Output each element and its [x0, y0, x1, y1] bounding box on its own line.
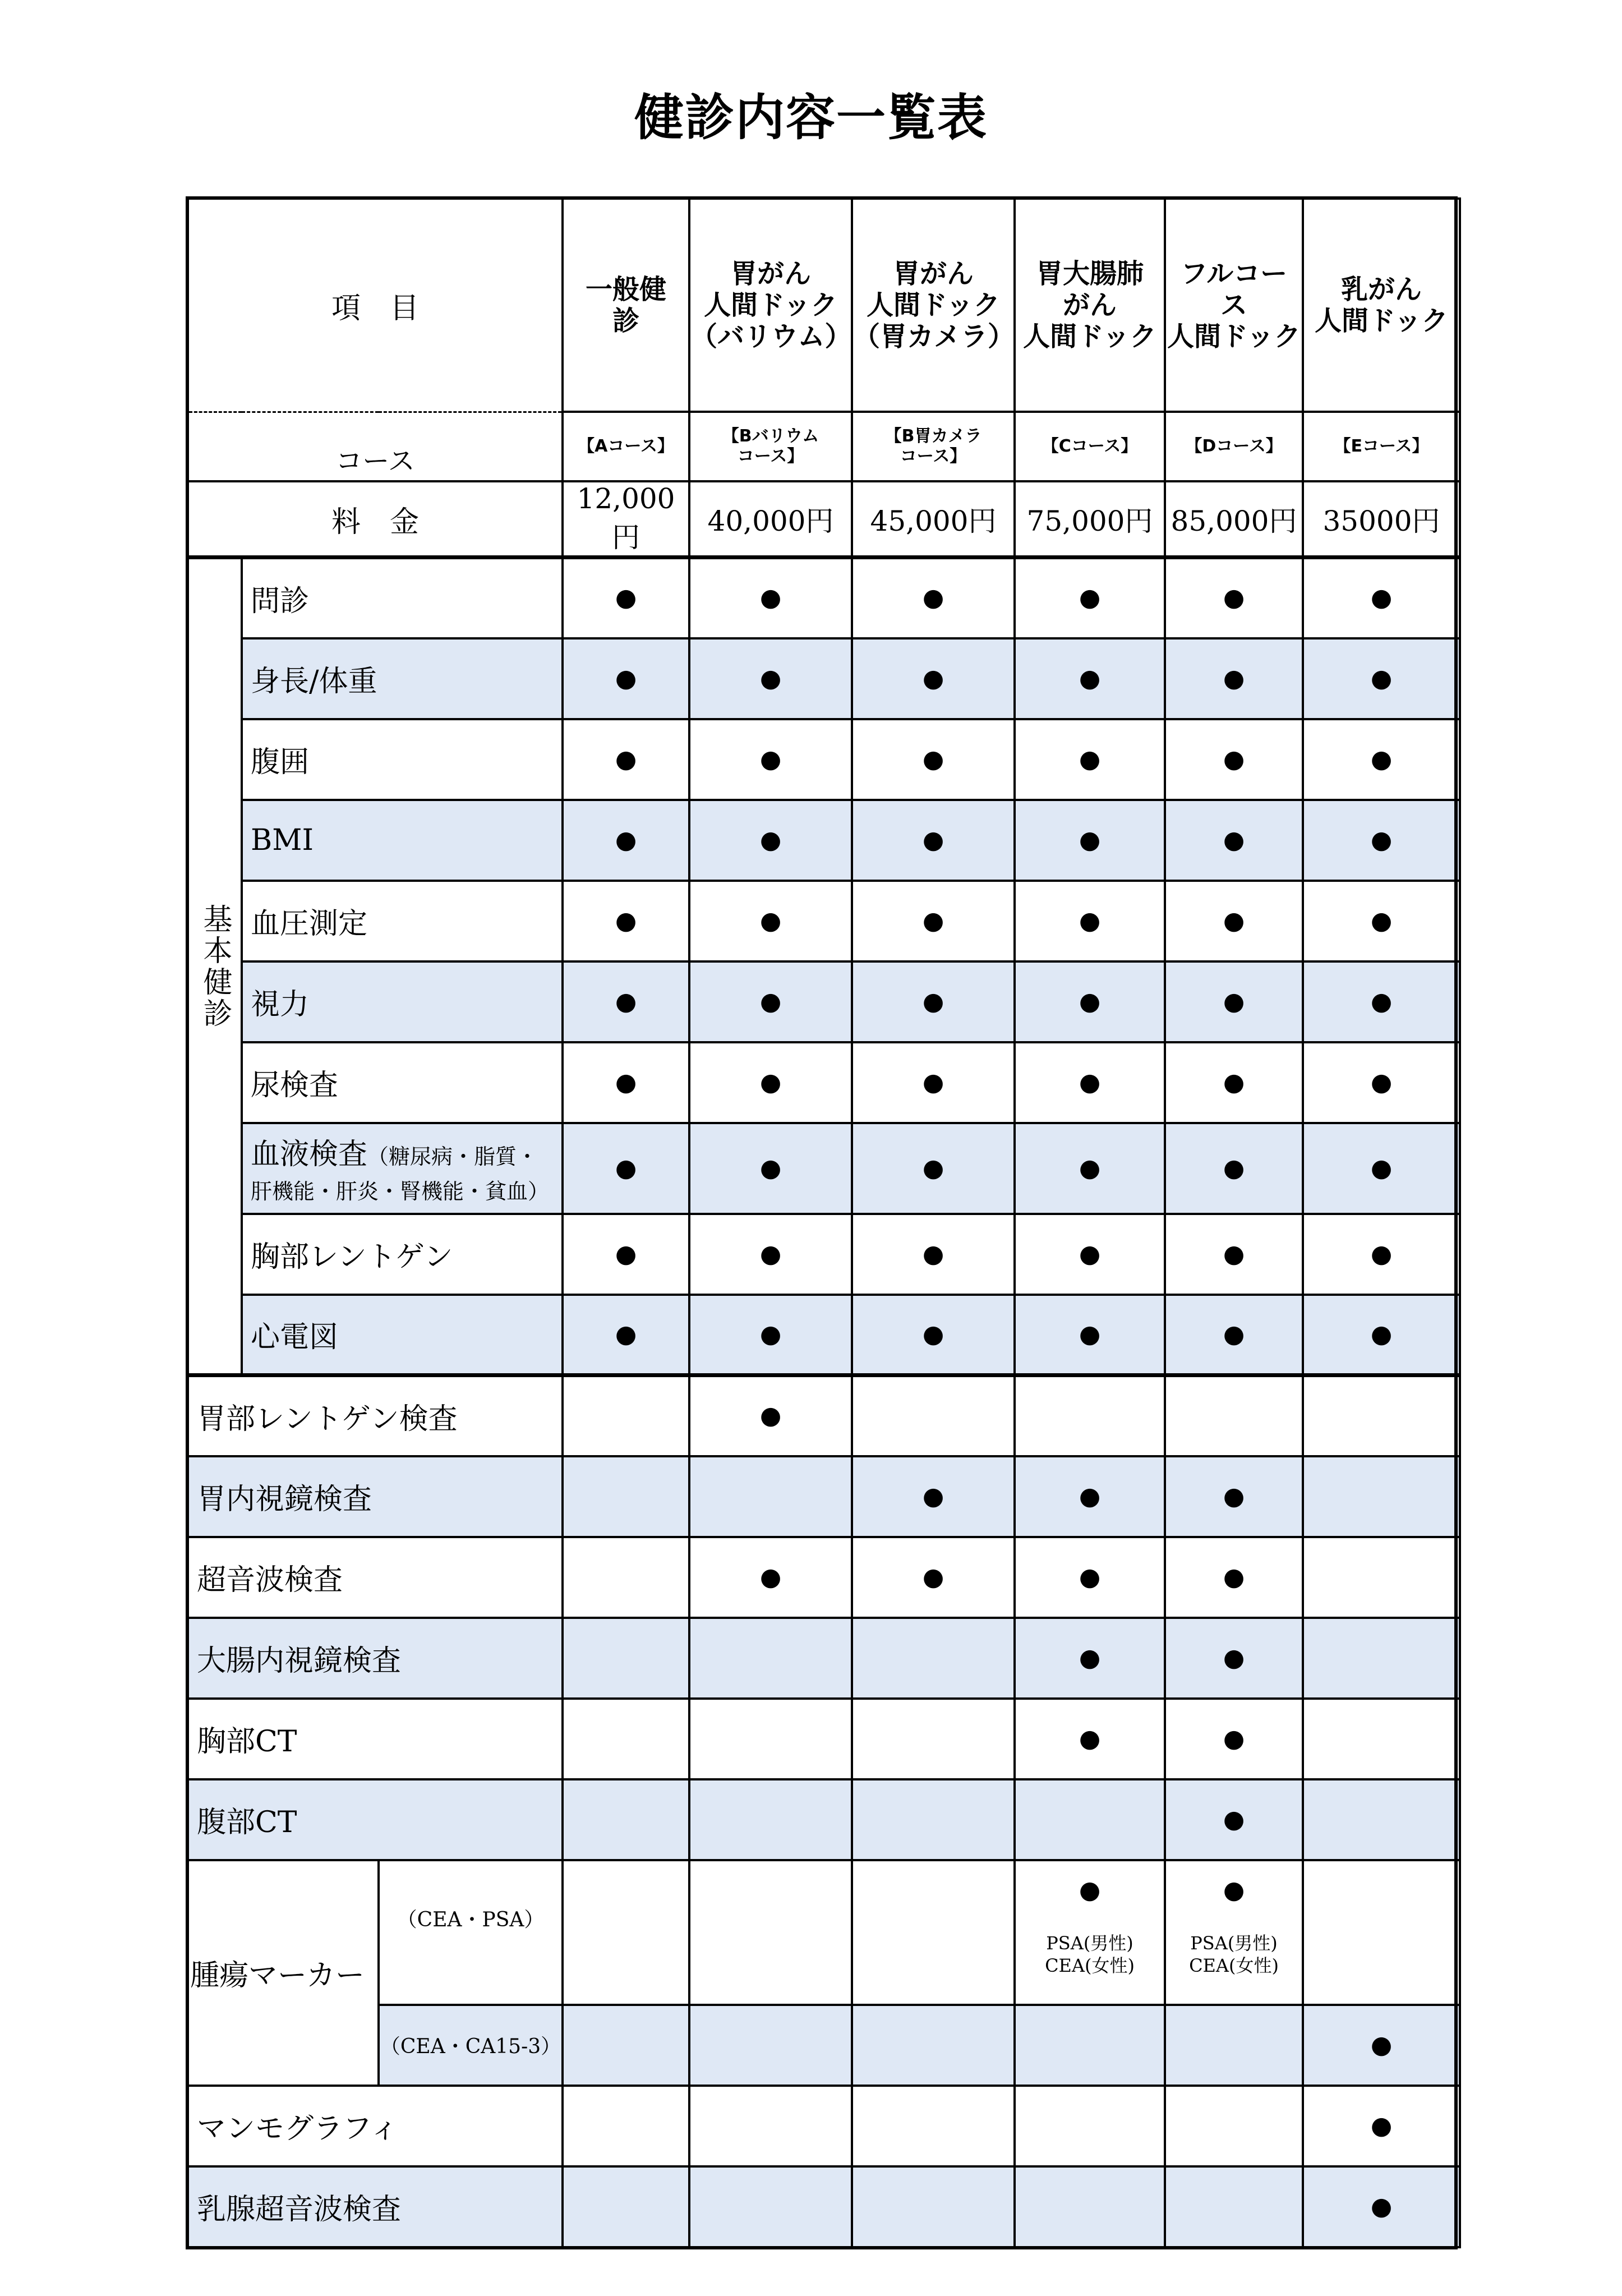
tumor-sub2-cell-5	[1303, 2005, 1460, 2086]
exam-row-1-cell-0	[563, 1456, 689, 1537]
mark-dot: ●	[1079, 825, 1101, 854]
mark-dot: ●	[759, 906, 782, 935]
basic-checkup-category	[188, 558, 242, 1375]
course-code-e: 【Eコース】	[1303, 412, 1460, 481]
course-name-d: フルコー ス 人間ドック	[1165, 199, 1303, 412]
basic-row-7-cell-3	[1015, 1123, 1165, 1214]
tumor-sub1-cell-1	[689, 1860, 852, 2005]
mark-dot: ●	[615, 906, 637, 935]
exam-row-2-cell-2	[852, 1537, 1015, 1618]
price-b-barium: 40,000円	[689, 481, 852, 558]
exam-table	[187, 197, 1459, 2248]
mark-dot: ●	[922, 1068, 944, 1097]
basic-row-4-cell-0	[563, 881, 689, 961]
mark-dot: ●	[759, 987, 782, 1016]
table-row	[188, 1295, 1460, 1375]
exam-row-2-cell-4	[1165, 1537, 1303, 1618]
exam-row-0-cell-4	[1165, 1375, 1303, 1456]
basic-row-3-cell-1	[689, 800, 852, 881]
table-row	[188, 1779, 1460, 1860]
mark-dot: ●	[1370, 664, 1393, 693]
mark-dot: ●	[759, 1319, 782, 1349]
exam-row-0-cell-2	[852, 1375, 1015, 1456]
mark-dot: ●	[1370, 2111, 1393, 2140]
tumor-sub2-cell-4	[1165, 2005, 1303, 2086]
fee-label: 料 金	[331, 505, 420, 539]
mark-dot: ●	[1079, 1068, 1101, 1097]
basic-item-text: 視力	[251, 988, 310, 1022]
exam-item-label: 胃部レントゲン検査	[188, 1375, 563, 1456]
basic-row-6-cell-4	[1165, 1042, 1303, 1123]
basic-row-9-cell-2	[852, 1295, 1015, 1375]
tail-row-1-cell-1	[689, 2166, 852, 2247]
exam-row-4-cell-2	[852, 1699, 1015, 1779]
mark-dot: ●	[922, 1481, 944, 1511]
basic-item-label	[242, 881, 563, 961]
basic-item-label	[242, 1042, 563, 1123]
mark-dot: ●	[759, 825, 782, 854]
mark-dot: ●	[922, 744, 944, 774]
table-row	[188, 558, 1460, 638]
mark-dot: ●	[1223, 1562, 1245, 1591]
exam-row-4-cell-0	[563, 1699, 689, 1779]
price-d: 85,000円	[1165, 481, 1303, 558]
exam-row-4-cell-5	[1303, 1699, 1460, 1779]
mark-dot: ●	[759, 583, 782, 613]
basic-row-9-cell-3	[1015, 1295, 1165, 1375]
table-row	[188, 1123, 1460, 1214]
mark-dot: ●	[922, 1153, 944, 1182]
basic-row-4-cell-5	[1303, 881, 1460, 961]
basic-row-5-cell-2	[852, 961, 1015, 1042]
fee-label-cell	[188, 481, 563, 558]
mark-dot: ●	[1079, 1562, 1101, 1591]
course-name-a: 一般健 診	[563, 199, 689, 412]
tail-row-0-cell-3	[1015, 2086, 1165, 2166]
mark-dot: ●	[1223, 1239, 1245, 1268]
basic-row-5-cell-4	[1165, 961, 1303, 1042]
basic-row-0-cell-0	[563, 558, 689, 638]
course-name-b-camera: 胃がん 人間ドック （胃カメラ）	[852, 199, 1015, 412]
tumor-sub2-cell-1	[689, 2005, 852, 2086]
basic-row-7-cell-2	[852, 1123, 1015, 1214]
basic-row-0-cell-4	[1165, 558, 1303, 638]
basic-checkup-label: 基本健診	[198, 903, 232, 1029]
table-row	[188, 1456, 1460, 1537]
tail-row-0-cell-0	[563, 2086, 689, 2166]
mark-dot: ●	[922, 1562, 944, 1591]
tumor-marker-note: PSA(男性) CEA(女性)	[1189, 1932, 1279, 1976]
mark-dot: ●	[1079, 744, 1101, 774]
mark-dot: ●	[922, 906, 944, 935]
tail-row-0-cell-1	[689, 2086, 852, 2166]
mark-dot: ●	[922, 825, 944, 854]
exam-item-label: 胃内視鏡検査	[188, 1456, 563, 1537]
mark-dot: ●	[1223, 987, 1245, 1016]
mark-dot: ●	[1370, 906, 1393, 935]
basic-row-1-cell-1	[689, 638, 852, 719]
mark-dot: ●	[1079, 1153, 1101, 1182]
basic-item-text: BMI	[251, 823, 314, 857]
basic-item-label	[242, 1214, 563, 1295]
exam-row-2-cell-0	[563, 1537, 689, 1618]
table-row	[188, 2086, 1460, 2166]
mark-dot: ●	[1223, 906, 1245, 935]
basic-item-label	[242, 638, 563, 719]
basic-item-text: 身長/体重	[251, 665, 377, 698]
mark-dot: ●	[759, 1401, 782, 1430]
basic-item-text: 問診	[251, 584, 310, 618]
table-row	[188, 719, 1460, 800]
basic-row-4-cell-3	[1015, 881, 1165, 961]
price-e: 35000円	[1303, 481, 1460, 558]
basic-row-3-cell-2	[852, 800, 1015, 881]
basic-item-label	[242, 1295, 563, 1375]
table-row	[188, 961, 1460, 1042]
tumor-sub1-cell-2	[852, 1860, 1015, 2005]
tumor-sub1-cell-5	[1303, 1860, 1460, 2005]
mark-dot: ●	[615, 664, 637, 693]
basic-item-text: 尿検査	[251, 1069, 339, 1102]
basic-row-0-cell-2	[852, 558, 1015, 638]
mark-dot: ●	[1079, 1643, 1101, 1672]
table-row	[188, 2005, 1460, 2086]
basic-row-3-cell-4	[1165, 800, 1303, 881]
exam-row-4-cell-3	[1015, 1699, 1165, 1779]
basic-row-4-cell-1	[689, 881, 852, 961]
mark-dot: ●	[615, 825, 637, 854]
basic-item-text: 胸部レントゲン	[251, 1240, 453, 1274]
tail-row-0-cell-5	[1303, 2086, 1460, 2166]
basic-row-1-cell-5	[1303, 638, 1460, 719]
course-label: コース	[335, 445, 415, 477]
basic-row-0-cell-5	[1303, 558, 1460, 638]
basic-row-7-cell-1	[689, 1123, 852, 1214]
exam-item-label: 腹部CT	[188, 1779, 563, 1860]
mark-dot: ●	[922, 664, 944, 693]
mark-dot: ●	[922, 583, 944, 613]
mark-dot: ●	[1370, 825, 1393, 854]
mark-dot: ●	[1079, 906, 1101, 935]
mark-dot: ●	[1223, 583, 1245, 613]
mark-dot: ●	[615, 1153, 637, 1182]
mark-dot: ●	[1223, 1153, 1245, 1182]
basic-row-1-cell-2	[852, 638, 1015, 719]
mark-dot: ●	[1223, 1643, 1245, 1672]
tumor-sub2-cell-0	[563, 2005, 689, 2086]
mark-dot: ●	[1079, 583, 1101, 613]
exam-row-3-cell-5	[1303, 1618, 1460, 1699]
basic-row-2-cell-2	[852, 719, 1015, 800]
mark-dot: ●	[1223, 825, 1245, 854]
basic-row-8-cell-2	[852, 1214, 1015, 1295]
basic-row-5-cell-0	[563, 961, 689, 1042]
exam-item-label: 胸部CT	[188, 1699, 563, 1779]
exam-row-5-cell-3	[1015, 1779, 1165, 1860]
exam-row-1-cell-3	[1015, 1456, 1165, 1537]
mark-dot: ●	[759, 744, 782, 774]
tail-row-1-cell-0	[563, 2166, 689, 2247]
basic-row-7-cell-0	[563, 1123, 689, 1214]
exam-row-3-cell-4	[1165, 1618, 1303, 1699]
tumor-marker-note: PSA(男性) CEA(女性)	[1045, 1932, 1135, 1976]
basic-row-2-cell-4	[1165, 719, 1303, 800]
basic-row-1-cell-4	[1165, 638, 1303, 719]
mark-dot: ●	[1370, 2030, 1393, 2059]
course-code-b-barium: 【Bバリウム コース】	[689, 412, 852, 481]
mark-dot: ●	[1370, 987, 1393, 1016]
table-row	[188, 1699, 1460, 1779]
exam-row-5-cell-0	[563, 1779, 689, 1860]
mark-dot: ●	[615, 987, 637, 1016]
basic-item-label	[242, 1123, 563, 1214]
table-row	[188, 1860, 1460, 2005]
exam-row-0-cell-5	[1303, 1375, 1460, 1456]
tumor-sub2-cell-3	[1015, 2005, 1165, 2086]
exam-item-label: 超音波検査	[188, 1537, 563, 1618]
mark-dot: ●	[1223, 1724, 1245, 1753]
mark-dot: ●	[1223, 1319, 1245, 1349]
table-row	[188, 638, 1460, 719]
basic-row-5-cell-5	[1303, 961, 1460, 1042]
basic-row-6-cell-5	[1303, 1042, 1460, 1123]
exam-row-2-cell-5	[1303, 1537, 1460, 1618]
basic-row-7-cell-4	[1165, 1123, 1303, 1214]
basic-row-9-cell-5	[1303, 1295, 1460, 1375]
exam-row-1-cell-1	[689, 1456, 852, 1537]
table-row	[188, 1214, 1460, 1295]
mark-dot: ●	[759, 664, 782, 693]
tumor-marker-label: 腫瘍マーカー	[188, 1860, 379, 2086]
mark-dot: ●	[1223, 1875, 1245, 1904]
mark-dot: ●	[1223, 664, 1245, 693]
exam-row-3-cell-2	[852, 1618, 1015, 1699]
basic-row-4-cell-4	[1165, 881, 1303, 961]
mark-dot: ●	[922, 1319, 944, 1349]
tumor-marker-sub1: （CEA・PSA）	[379, 1860, 563, 2005]
mark-dot: ●	[1223, 1481, 1245, 1511]
mark-dot: ●	[1079, 1875, 1101, 1904]
basic-row-4-cell-2	[852, 881, 1015, 961]
exam-row-3-cell-1	[689, 1618, 852, 1699]
exam-row-4-cell-1	[689, 1699, 852, 1779]
exam-row-2-cell-1	[689, 1537, 852, 1618]
course-name-e: 乳がん 人間ドック	[1303, 199, 1460, 412]
tumor-sub1-cell-0	[563, 1860, 689, 2005]
basic-item-label	[242, 961, 563, 1042]
basic-row-9-cell-4	[1165, 1295, 1303, 1375]
basic-item-text: 腹囲	[251, 746, 310, 779]
tumor-sub1-cell-4	[1165, 1860, 1303, 2005]
basic-row-9-cell-1	[689, 1295, 852, 1375]
course-code-b-camera: 【B胃カメラ コース】	[852, 412, 1015, 481]
basic-row-0-cell-3	[1015, 558, 1165, 638]
basic-row-9-cell-0	[563, 1295, 689, 1375]
mark-dot: ●	[1223, 1805, 1245, 1834]
basic-item-text: 血圧測定	[251, 907, 368, 941]
exam-row-1-cell-4	[1165, 1456, 1303, 1537]
tail-row-1-cell-5	[1303, 2166, 1460, 2247]
tail-row-1-cell-2	[852, 2166, 1015, 2247]
mark-dot: ●	[759, 1153, 782, 1182]
tail-row-1-cell-3	[1015, 2166, 1165, 2247]
basic-item-text: 血液検査	[251, 1138, 368, 1171]
table-row	[188, 881, 1460, 961]
price-a: 12,000円	[563, 481, 689, 558]
course-name-b-barium: 胃がん 人間ドック （バリウム）	[689, 199, 852, 412]
mark-dot: ●	[1079, 664, 1101, 693]
course-code-a: 【Aコース】	[563, 412, 689, 481]
exam-row-5-cell-2	[852, 1779, 1015, 1860]
basic-row-6-cell-1	[689, 1042, 852, 1123]
basic-row-3-cell-0	[563, 800, 689, 881]
price-b-camera: 45,000円	[852, 481, 1015, 558]
basic-row-3-cell-3	[1015, 800, 1165, 881]
mark-dot: ●	[759, 1562, 782, 1591]
basic-row-8-cell-0	[563, 1214, 689, 1295]
page-title: 健診内容一覧表	[634, 89, 988, 146]
mark-dot: ●	[615, 1068, 637, 1097]
mark-dot: ●	[922, 1239, 944, 1268]
basic-item-label	[242, 800, 563, 881]
exam-row-0-cell-3	[1015, 1375, 1165, 1456]
item-header-cell	[188, 199, 563, 412]
basic-row-3-cell-5	[1303, 800, 1460, 881]
mark-dot: ●	[615, 583, 637, 613]
tumor-sub2-cell-2	[852, 2005, 1015, 2086]
mark-dot: ●	[1223, 744, 1245, 774]
basic-item-subtext: （糖尿病・脂質・ 肝機能・肝炎・腎機能・貧血）	[251, 1144, 550, 1204]
mark-dot: ●	[1079, 987, 1101, 1016]
basic-row-5-cell-3	[1015, 961, 1165, 1042]
exam-row-5-cell-1	[689, 1779, 852, 1860]
exam-row-1-cell-5	[1303, 1456, 1460, 1537]
course-label-cell	[188, 412, 563, 481]
mark-dot: ●	[759, 1239, 782, 1268]
basic-row-8-cell-3	[1015, 1214, 1165, 1295]
exam-row-1-cell-2	[852, 1456, 1015, 1537]
basic-row-1-cell-0	[563, 638, 689, 719]
basic-row-2-cell-5	[1303, 719, 1460, 800]
basic-row-0-cell-1	[689, 558, 852, 638]
basic-row-1-cell-3	[1015, 638, 1165, 719]
table-row	[188, 1618, 1460, 1699]
basic-row-8-cell-4	[1165, 1214, 1303, 1295]
mark-dot: ●	[1079, 1319, 1101, 1349]
basic-row-6-cell-0	[563, 1042, 689, 1123]
basic-row-8-cell-1	[689, 1214, 852, 1295]
mark-dot: ●	[615, 1319, 637, 1349]
tail-row-0-cell-2	[852, 2086, 1015, 2166]
tumor-sub1-cell-3	[1015, 1860, 1165, 2005]
table-row	[188, 1537, 1460, 1618]
basic-row-2-cell-1	[689, 719, 852, 800]
price-c: 75,000円	[1015, 481, 1165, 558]
mark-dot: ●	[1079, 1481, 1101, 1511]
table-row	[188, 2166, 1460, 2247]
mark-dot: ●	[1223, 1068, 1245, 1097]
mark-dot: ●	[1370, 1239, 1393, 1268]
exam-row-3-cell-0	[563, 1618, 689, 1699]
mark-dot: ●	[1370, 583, 1393, 613]
basic-row-5-cell-1	[689, 961, 852, 1042]
course-code-c: 【Cコース】	[1015, 412, 1165, 481]
tail-row-1-cell-4	[1165, 2166, 1303, 2247]
basic-item-label	[242, 558, 563, 638]
course-code-d: 【Dコース】	[1165, 412, 1303, 481]
course-name-c: 胃大腸肺 がん 人間ドック	[1015, 199, 1165, 412]
exam-row-2-cell-3	[1015, 1537, 1165, 1618]
exam-row-0-cell-1	[689, 1375, 852, 1456]
mark-dot: ●	[1079, 1724, 1101, 1753]
mark-dot: ●	[1370, 1153, 1393, 1182]
mark-dot: ●	[1370, 1068, 1393, 1097]
exam-row-0-cell-0	[563, 1375, 689, 1456]
basic-row-2-cell-3	[1015, 719, 1165, 800]
basic-item-label	[242, 719, 563, 800]
tumor-marker-sub2: （CEA・CA15-3）	[379, 2005, 563, 2086]
tail-row-0-cell-4	[1165, 2086, 1303, 2166]
table-row	[188, 1042, 1460, 1123]
mark-dot: ●	[1079, 1239, 1101, 1268]
mark-dot: ●	[615, 1239, 637, 1268]
exam-row-5-cell-4	[1165, 1779, 1303, 1860]
basic-row-8-cell-5	[1303, 1214, 1460, 1295]
table-row	[188, 800, 1460, 881]
mark-dot: ●	[1370, 1319, 1393, 1349]
exam-item-label: 大腸内視鏡検査	[188, 1618, 563, 1699]
exam-row-5-cell-5	[1303, 1779, 1460, 1860]
basic-row-7-cell-5	[1303, 1123, 1460, 1214]
basic-row-6-cell-3	[1015, 1042, 1165, 1123]
mark-dot: ●	[759, 1068, 782, 1097]
mark-dot: ●	[1370, 2192, 1393, 2221]
basic-item-text: 心電図	[251, 1320, 339, 1355]
exam-row-3-cell-3	[1015, 1618, 1165, 1699]
exam-row-4-cell-4	[1165, 1699, 1303, 1779]
mark-dot: ●	[922, 987, 944, 1016]
table-row	[188, 1375, 1460, 1456]
item-header-label: 項 目	[331, 291, 420, 325]
mark-dot: ●	[615, 744, 637, 774]
mark-dot: ●	[1370, 744, 1393, 774]
tail-item-label: マンモグラフィ	[188, 2086, 563, 2166]
tail-item-label: 乳腺超音波検査	[188, 2166, 563, 2247]
basic-row-2-cell-0	[563, 719, 689, 800]
basic-row-6-cell-2	[852, 1042, 1015, 1123]
